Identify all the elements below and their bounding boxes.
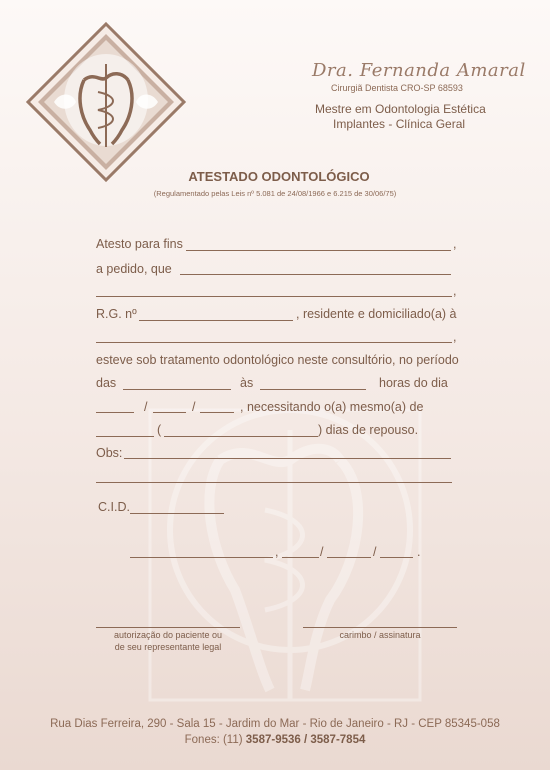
obs-label: Obs: [96, 446, 123, 460]
specialty-line-2: Implantes - Clínica Geral [333, 117, 466, 131]
cid-field[interactable] [130, 513, 224, 514]
year-field[interactable] [200, 412, 234, 413]
month-field[interactable] [153, 412, 186, 413]
dias-label: ) dias de repouso. [318, 423, 419, 437]
rest-days-number-field[interactable] [96, 436, 154, 437]
phone-2: 3587-7854 [310, 734, 366, 746]
specialty-line-1: Mestre em Odontologia Estética [315, 102, 486, 116]
phone-1: 3587-9536 [245, 734, 301, 746]
obs-field[interactable] [124, 458, 451, 459]
pedido-label: a pedido, que [96, 262, 172, 276]
esteve-label: esteve sob tratamento odontológico neste consultório, no período [96, 353, 459, 367]
comma-1: , [453, 237, 457, 251]
patient-signature-label-1: autorização do paciente ou [113, 630, 223, 640]
obs-continuation-field[interactable] [96, 482, 452, 483]
city-field[interactable] [130, 557, 273, 558]
document-subtitle: (Regulamentado pelas Leis nº 5.081 de 24/08/1966 e 6.215 de 30/06/75) [153, 189, 397, 198]
tooth-logo-icon [26, 22, 186, 182]
comma-3: , [453, 330, 457, 344]
residente-label: , residente e domiciliado(a) à [296, 307, 457, 321]
horas-label: horas do dia [379, 376, 448, 390]
sign-day-field[interactable] [282, 557, 319, 558]
rest-days-words-field[interactable] [164, 436, 318, 437]
end-time-field[interactable] [260, 389, 366, 390]
sign-month-field[interactable] [327, 557, 371, 558]
phone-separator: / [300, 734, 311, 746]
sign-period: . [417, 545, 421, 559]
purpose-field[interactable] [186, 250, 451, 251]
patient-name-field[interactable] [180, 274, 451, 275]
stamp-signature-line[interactable] [303, 627, 457, 628]
comma-2: , [453, 284, 457, 298]
tooth-watermark-icon [140, 390, 440, 710]
patient-signature-line[interactable] [96, 627, 240, 628]
day-field[interactable] [96, 412, 134, 413]
place-comma: , [275, 545, 279, 559]
as-label: às [240, 376, 254, 390]
phones-prefix: Fones: (11) [184, 734, 246, 746]
sign-slash-2: / [373, 545, 377, 559]
start-time-field[interactable] [123, 389, 231, 390]
rg-label: R.G. nº [96, 307, 137, 321]
patient-signature-label-2: de seu representante legal [114, 642, 222, 652]
footer-address: Rua Dias Ferreira, 290 - Sala 15 - Jardim do Mar - Rio de Janeiro - RJ - CEP 85345-058 [50, 718, 500, 730]
sign-slash-1: / [320, 545, 324, 559]
cid-label: C.I.D. [98, 500, 130, 514]
rg-field[interactable] [139, 320, 293, 321]
sign-year-field[interactable] [380, 557, 413, 558]
stamp-signature-label: carimbo / assinatura [339, 630, 421, 640]
document-title [0, 169, 550, 184]
address-field[interactable] [96, 342, 452, 343]
date-slash-1: / [144, 400, 148, 414]
das-label: das [96, 376, 117, 390]
document-title-text: ATESTADO ODONTOLÓGICO [188, 169, 370, 184]
doctor-name: Dra. Fernanda Amaral [312, 60, 526, 81]
clinic-logo [26, 22, 186, 182]
patient-name-continuation-field[interactable] [96, 296, 452, 297]
atesto-label: Atesto para fins [96, 237, 183, 251]
footer-phones [0, 734, 550, 746]
date-slash-2: / [192, 400, 196, 414]
necessitando-label: , necessitando o(a) mesmo(a) de [240, 400, 424, 414]
doctor-credentials: Cirurgiã Dentista CRO-SP 68593 [331, 83, 463, 93]
paren-open: ( [157, 423, 162, 437]
